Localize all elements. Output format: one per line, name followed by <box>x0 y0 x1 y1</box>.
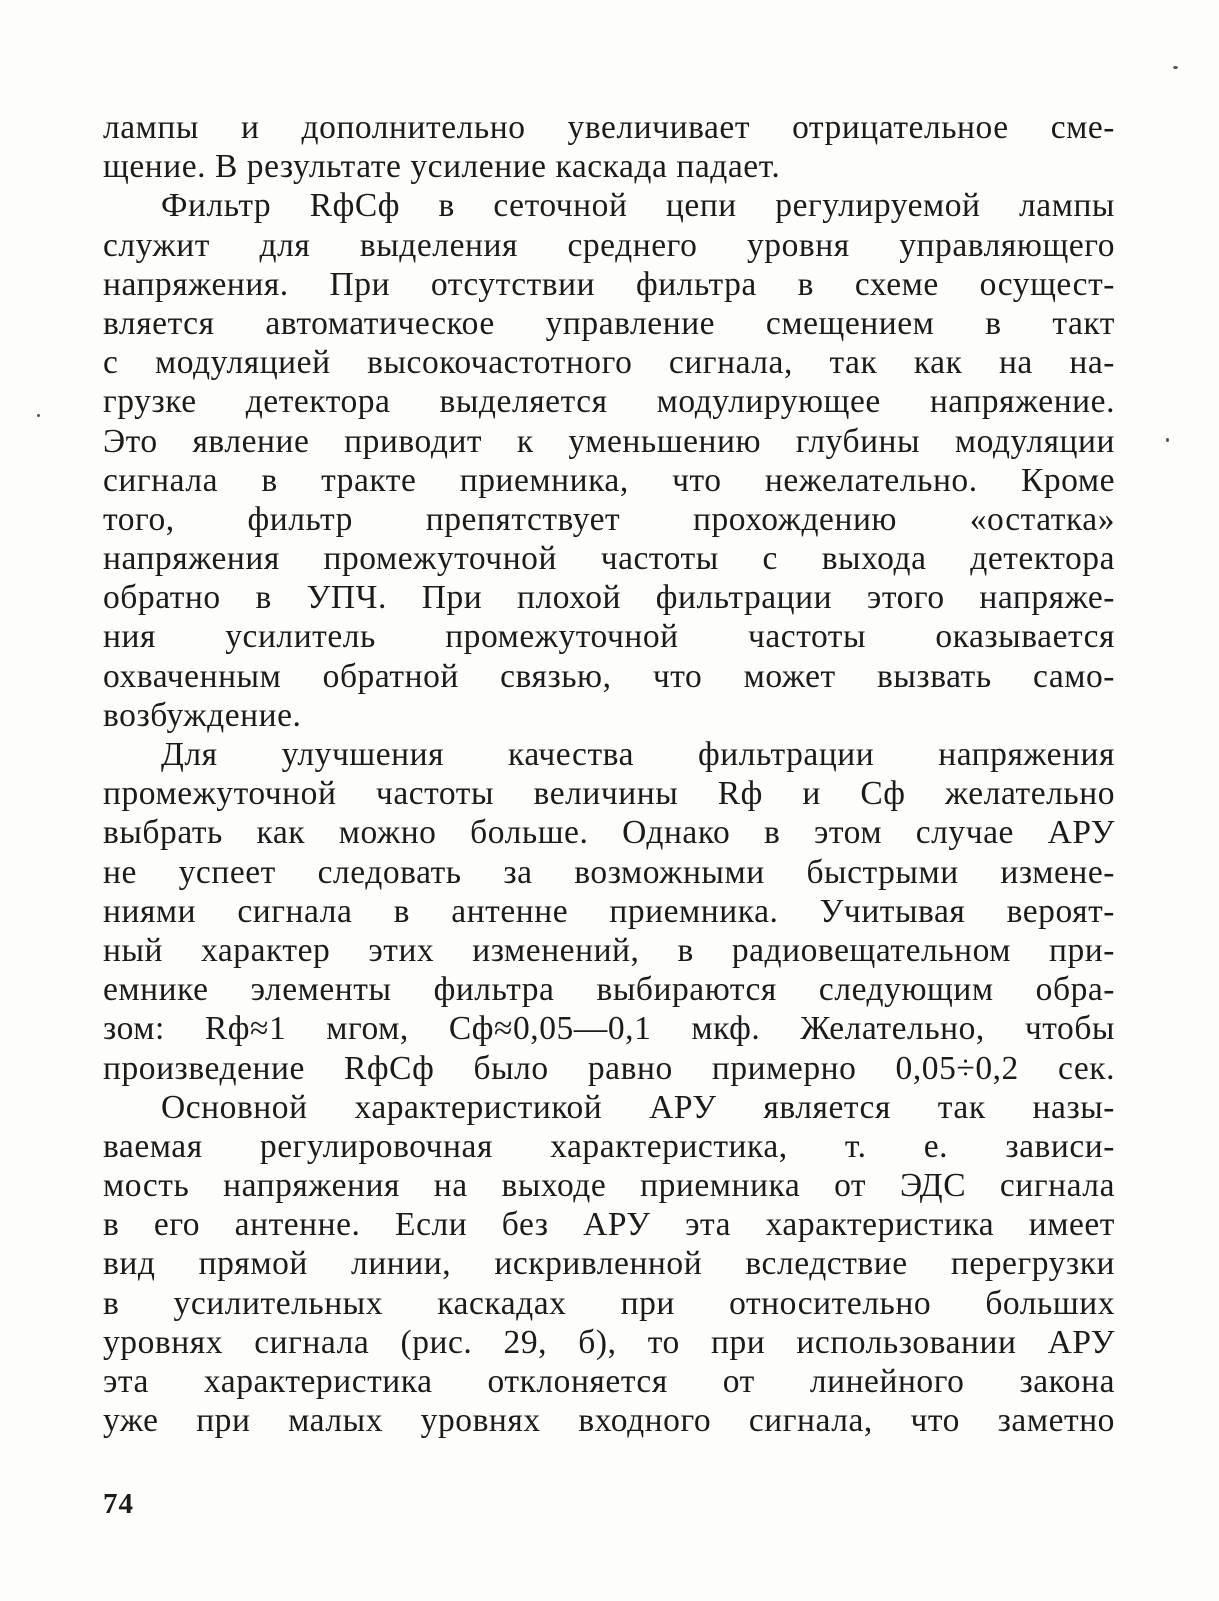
text-line: служит для выделения среднего уровня управляющего <box>103 226 1115 264</box>
text-line: ния усилитель промежуточной частоты оказывается <box>103 618 1115 656</box>
page-number: 74 <box>103 1488 134 1520</box>
text-line: ниями сигнала в антенне приемника. Учитывая вероят- <box>103 892 1115 930</box>
page-body <box>103 108 1115 1440</box>
text-line: мость напряжения на выходе приемника от ЭДС сигнала <box>103 1167 1115 1205</box>
text-line: сигнала в тракте приемника, что нежелательно. Кроме <box>103 461 1115 499</box>
text-line: уровнях сигнала (рис. 29, б), то при использовании АРУ <box>103 1323 1115 1361</box>
paragraph <box>103 186 1115 735</box>
text-line: вляется автоматическое управление смещением в такт <box>103 304 1115 342</box>
text-line: в усилительных каскадах при относительно больших <box>103 1284 1115 1322</box>
text-line: промежуточной частоты величины Rф и Cф желательно <box>103 775 1115 813</box>
text-line: возбуждение. <box>103 696 302 734</box>
text-line: в его антенне. Если без АРУ эта характеристика имеет <box>103 1206 1115 1244</box>
text-line: эта характеристика отклоняется от линейного закона <box>103 1363 1115 1400</box>
text-line: выбрать как можно больше. Однако в этом случае АРУ <box>103 814 1115 852</box>
scan-speck <box>37 414 40 417</box>
text-line: ный характер этих изменений, в радиовещательном при- <box>103 931 1115 969</box>
scan-speck <box>1173 66 1178 69</box>
paragraph <box>103 1088 1115 1441</box>
text-line: обратно в УПЧ. При плохой фильтрации этого напряже- <box>103 579 1115 617</box>
text-line: напряжения. При отсутствии фильтра в схеме осущест- <box>103 265 1115 303</box>
text-line: щение. В результате усиление каскада падает. <box>103 148 781 186</box>
text-line: с модуляцией высокочастотного сигнала, так как на на- <box>103 344 1115 382</box>
text-line: зом: Rф≈1 мгом, Cф≈0,05—0,1 мкф. Желательно, чтобы <box>103 1010 1115 1048</box>
text-line: Фильтр RфCф в сеточной цепи регулируемой лампы <box>161 187 1115 225</box>
text-line: произведение RфCф было равно примерно 0,05÷0,2 сек. <box>103 1049 1115 1087</box>
text-line: Для улучшения качества фильтрации напряжения <box>161 736 1115 773</box>
text-line: Основной характеристикой АРУ является так назы- <box>161 1088 1115 1126</box>
text-line: не успеет следовать за возможными быстрыми измене- <box>103 853 1115 891</box>
text-line: охваченным обратной связью, что может вызвать само- <box>103 657 1115 695</box>
text-line: ваемая регулировочная характеристика, т. е. зависи- <box>103 1127 1115 1165</box>
text-line: Это явление приводит к уменьшению глубины модуляции <box>103 422 1115 460</box>
text-line: лампы и дополнительно увеличивает отрицательное сме- <box>103 109 1115 146</box>
text-line: емнике элементы фильтра выбираются следующим обра- <box>103 971 1115 1009</box>
paragraph <box>103 108 1115 186</box>
paragraph <box>103 735 1115 1088</box>
text-line: вид прямой линии, искривленной вследствие перегрузки <box>103 1245 1115 1283</box>
scan-speck <box>1166 438 1169 442</box>
text-line: того, фильтр препятствует прохождению «остатка» <box>103 500 1115 538</box>
text-line: уже при малых уровнях входного сигнала, что заметно <box>103 1402 1115 1440</box>
text-line: грузке детектора выделяется модулирующее напряжение. <box>103 383 1115 421</box>
text-line: напряжения промежуточной частоты с выхода детектора <box>103 540 1115 578</box>
